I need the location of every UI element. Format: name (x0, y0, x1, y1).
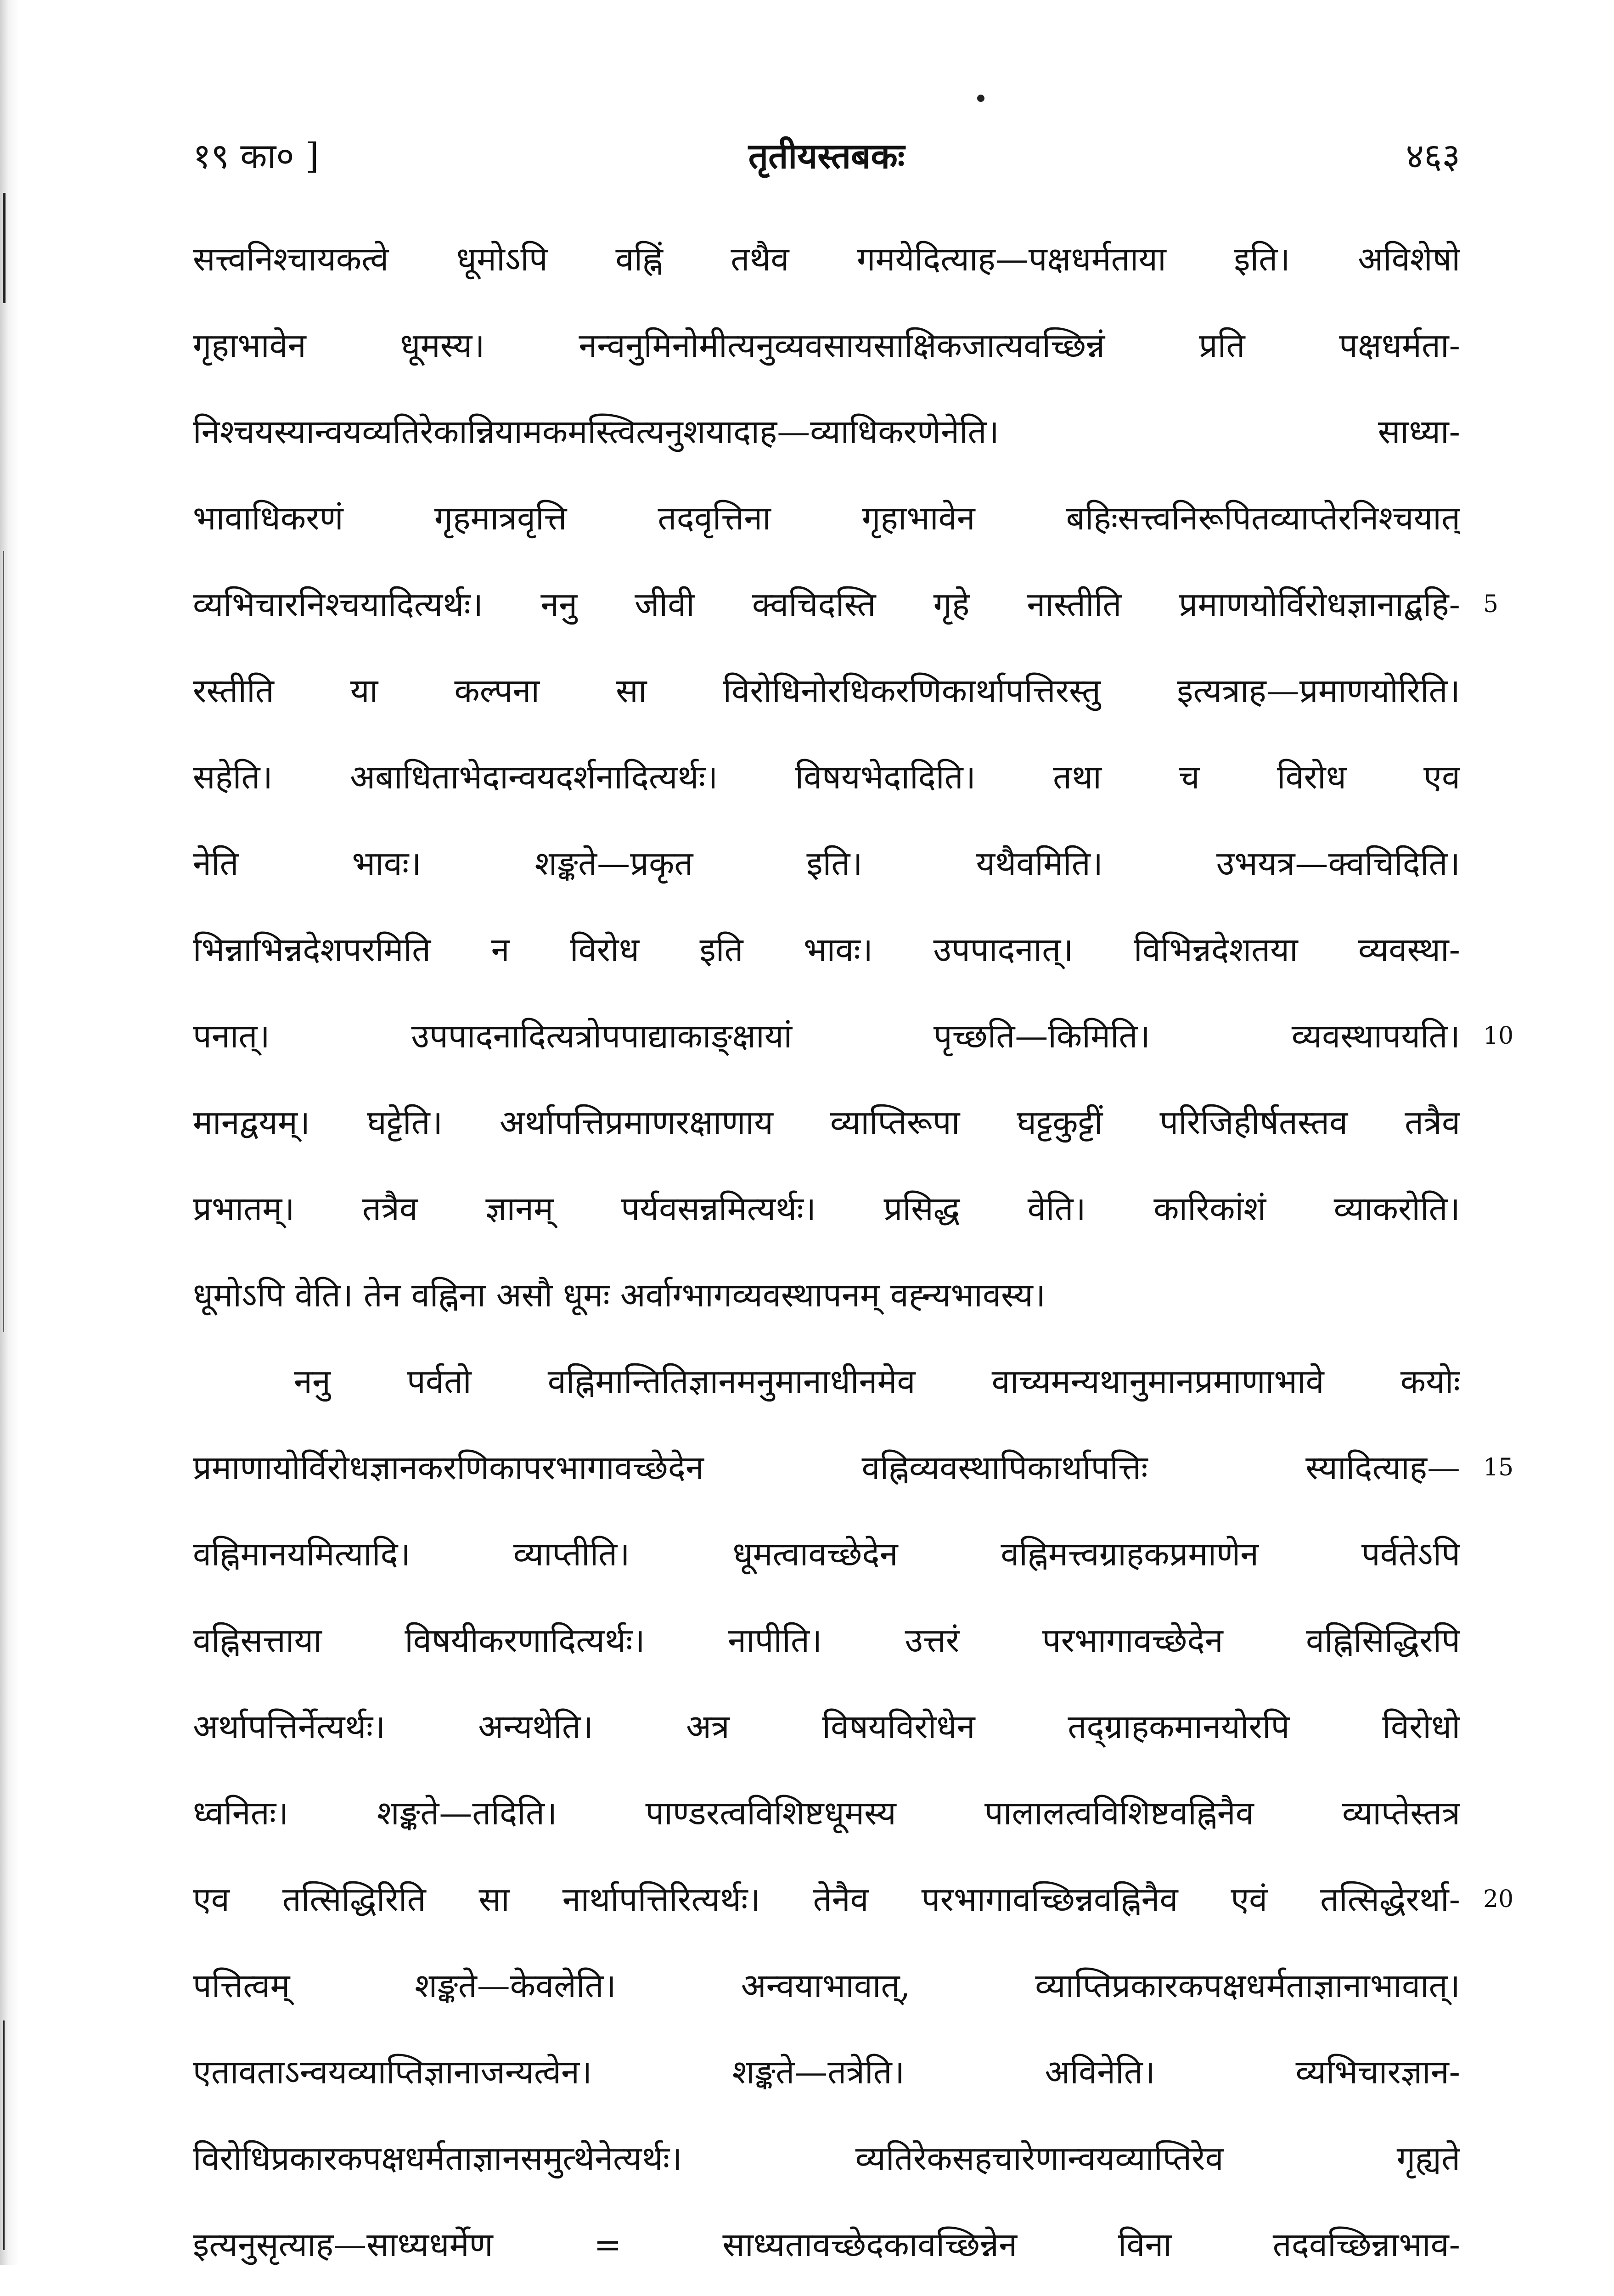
text-line: नेति भावः। शङ्कते—प्रकृत इति। यथैवमिति। उभयत्र—क्वचिदिति। (193, 844, 1460, 883)
line-number: 15 (1483, 1454, 1514, 1481)
text-line: एव तत्सिद्धिरिति सा नार्थापत्तिरित्यर्थः। तेनैव परभागावच्छिन्नवह्निनैव एवं तत्सिद्धेरर्था- (193, 1880, 1460, 1919)
text-line: प्रभातम्। तत्रैव ज्ञानम् पर्यवसन्नमित्यर्थः। प्रसिद्ध वेति। कारिकांशं व्याकरोति। (193, 1189, 1460, 1228)
text-line: वह्निसत्ताया विषयीकरणादित्यर्थः। नापीति। उत्तरं परभागावच्छेदेन वह्निसिद्धिरपि (193, 1621, 1460, 1660)
text-line: भावाधिकरणं गृहमात्रवृत्ति तदवृत्तिना गृहाभावेन बहिःसत्त्वनिरूपितव्याप्तेरनिश्चयात् (193, 499, 1460, 537)
header-title: तृतीयस्तबकः (748, 135, 905, 176)
text-line: प्रमाणायोर्विरोधज्ञानकरणिकापरभागावच्छेदेन वह्निव्यवस्थापिकार्थापत्तिः स्यादित्याह— (193, 1448, 1460, 1487)
text-line: सहेति। अबाधिताभेदान्वयदर्शनादित्यर्थः। विषयभेदादिति। तथा च विरोध एव (193, 758, 1460, 796)
text-line: पनात्। उपपादनादित्यत्रोपपाद्याकाङ्क्षायां पृच्छति—किमिति। व्यवस्थापयति। (193, 1017, 1460, 1055)
line-number: 10 (1483, 1022, 1514, 1050)
speck (977, 95, 984, 102)
text-line (193, 2288, 1460, 2296)
binding-mark (3, 193, 6, 303)
line-number: 5 (1483, 591, 1499, 618)
text-line: पत्तित्वम् शङ्कते—केवलेति। अन्वयाभावात्, व्याप्तिप्रकारकपक्षधर्मताज्ञानाभावात्। (193, 1966, 1460, 2005)
text-line: धूमोऽपि वेति। तेन वह्निना असौ धूमः अर्वाग्भागव्यवस्थापनम् वह्न्यभावस्य। (193, 1276, 1046, 1314)
text-line: अर्थापत्तिर्नेत्यर्थः। अन्यथेति। अत्र विषयविरोधेन तद्ग्राहकमानयोरपि विरोधो (193, 1707, 1460, 1746)
page-number: ४६३ (1406, 135, 1460, 176)
line-number: 20 (1483, 1885, 1514, 1913)
text-line: इत्यनुसृत्याह—साध्यधर्मेण = साध्यतावच्छेदकावच्छिन्नेन विना तदवच्छिन्नाभाव- (193, 2225, 1460, 2264)
text-line: एतावताऽन्वयव्याप्तिज्ञानाजन्यत्वेन। शङ्कते—तत्रेति। अविनेति। व्यभिचारज्ञान- (193, 2053, 1460, 2091)
page-header (193, 129, 1460, 184)
text-line: भिन्नाभिन्नदेशपरमिति न विरोध इति भावः। उपपादनात्। विभिन्नदेशतया व्यवस्था- (193, 930, 1460, 969)
text-line: रस्तीति या कल्पना सा विरोधिनोरधिकरणिकार्थापत्तिरस्तु इत्यत्राह—प्रमाणयोरिति। (193, 671, 1460, 710)
header-section-ref: १९ का० ] (193, 135, 319, 176)
text-line: व्यभिचारनिश्चयादित्यर्थः। ननु जीवी क्वचिदस्ति गृहे नास्तीति प्रमाणयोर्विरोधज्ञानाद्बहि- (193, 585, 1460, 624)
text-line: निश्चयस्यान्वयव्यतिरेकान्नियामकमस्त्वित्यनुशयादाह—व्याधिकरणेनेति। साध्या- (193, 412, 1460, 451)
text-line: मानद्वयम्। घट्टेति। अर्थापत्तिप्रमाणरक्षाणाय व्याप्तिरूपा घट्टकुट्टीं परिजिहीर्षतस्तव तत्रैव (193, 1103, 1460, 1142)
text-line: सत्त्वनिश्चायकत्वे धूमोऽपि वह्निं तथैव गमयेदित्याह—पक्षधर्मताया इति। अविशेषो (193, 240, 1460, 278)
binding-mark (3, 2020, 5, 2250)
binding-mark (3, 551, 4, 1332)
text-line: विरोधिप्रकारकपक्षधर्मताज्ञानसमुत्थेनेत्यर्थः। व्यतिरेकसहचारेणान्वयव्याप्तिरेव गृह्यते (193, 2139, 1460, 2178)
text-line: ध्वनितः। शङ्कते—तदिति। पाण्डरत्वविशिष्टधूमस्य पालालत्वविशिष्टवह्निनैव व्याप्तेस्तत्र (193, 1794, 1460, 1832)
text-line: ननु पर्वतो वह्निमान्तितिज्ञानमनुमानाधीनमेव वाच्यमन्यथानुमानप्रमाणाभावे कयोः (294, 1362, 1460, 1401)
text-line: वह्निमानयमित्यादि। व्याप्तीति। धूमत्वावच्छेदेन वह्निमत्त्वग्राहकप्रमाणेन पर्वतेऽपि (193, 1535, 1460, 1573)
body-text (193, 216, 1460, 2296)
text-line: गृहाभावेन धूमस्य। नन्वनुमिनोमीत्यनुव्यवसायसाक्षिकजात्यवच्छिन्नं प्रति पक्षधर्मता- (193, 326, 1460, 365)
